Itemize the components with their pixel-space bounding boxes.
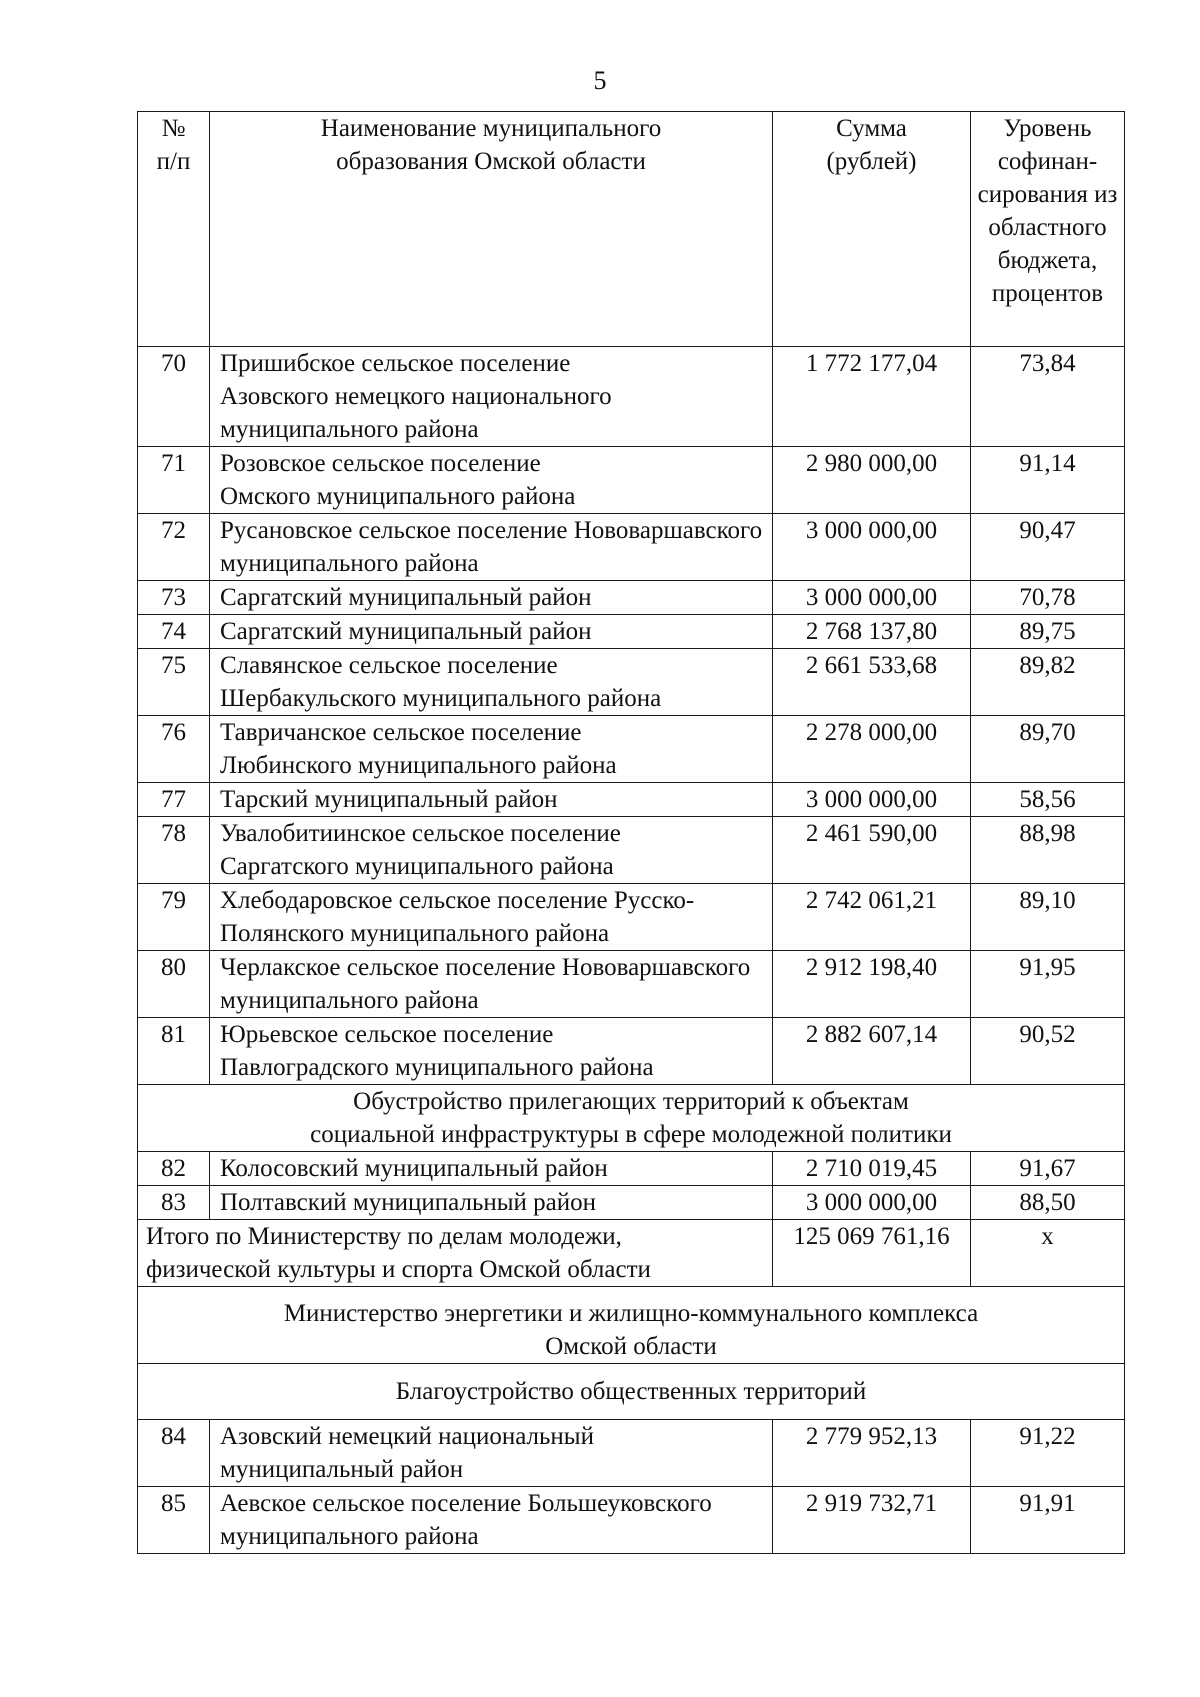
row-level: 89,82 <box>971 649 1125 716</box>
row-level: 89,10 <box>971 884 1125 951</box>
row-sum: 2 779 952,13 <box>773 1420 971 1487</box>
row-sum: 2 661 533,68 <box>773 649 971 716</box>
row-name: Увалобитиинское сельское поселение Саргатского муниципального района <box>210 817 773 884</box>
row-num: 83 <box>138 1186 210 1220</box>
row-num: 82 <box>138 1152 210 1186</box>
table-row <box>138 1152 1125 1186</box>
page-number: 5 <box>593 66 607 95</box>
row-sum: 3 000 000,00 <box>773 514 971 581</box>
row-name: Тавричанское сельское поселение Любинского муниципального района <box>210 716 773 783</box>
row-sum: 2 912 198,40 <box>773 951 971 1018</box>
header-sum: Сумма (рублей) <box>773 112 971 347</box>
table-header-row <box>138 112 1125 347</box>
table-row <box>138 514 1125 581</box>
row-num: 85 <box>138 1487 210 1554</box>
row-sum: 2 768 137,80 <box>773 615 971 649</box>
section-row <box>138 1085 1125 1152</box>
header-name: Наименование муниципального образования Омской области <box>210 112 773 347</box>
row-num: 76 <box>138 716 210 783</box>
row-sum: 3 000 000,00 <box>773 1186 971 1220</box>
row-name: Черлакское сельское поселение Нововаршавского муниципального района <box>210 951 773 1018</box>
table-row <box>138 447 1125 514</box>
row-name: Тарский муниципальный район <box>210 783 773 817</box>
row-num: 79 <box>138 884 210 951</box>
subsidy-table <box>137 111 1125 1554</box>
table-row <box>138 347 1125 447</box>
row-level: 90,47 <box>971 514 1125 581</box>
header-level: Уровень софинан-сирования из областного бюджета, процентов <box>971 112 1125 347</box>
row-level: 89,70 <box>971 716 1125 783</box>
table-row <box>138 817 1125 884</box>
table-row <box>138 951 1125 1018</box>
row-num: 77 <box>138 783 210 817</box>
row-name: Саргатский муниципальный район <box>210 615 773 649</box>
row-sum: 3 000 000,00 <box>773 783 971 817</box>
row-name: Юрьевское сельское поселение Павлоградского муниципального района <box>210 1018 773 1085</box>
row-sum: 2 461 590,00 <box>773 817 971 884</box>
total-level: х <box>971 1220 1125 1287</box>
table-row <box>138 649 1125 716</box>
row-sum: 2 742 061,21 <box>773 884 971 951</box>
row-num: 72 <box>138 514 210 581</box>
row-sum: 3 000 000,00 <box>773 581 971 615</box>
row-sum: 2 278 000,00 <box>773 716 971 783</box>
row-level: 91,67 <box>971 1152 1125 1186</box>
section-row <box>138 1364 1125 1420</box>
row-num: 80 <box>138 951 210 1018</box>
table-row <box>138 884 1125 951</box>
row-level: 91,95 <box>971 951 1125 1018</box>
row-level: 91,91 <box>971 1487 1125 1554</box>
table-row <box>138 1018 1125 1085</box>
row-name: Колосовский муниципальный район <box>210 1152 773 1186</box>
section-heading: Обустройство прилегающих территорий к объектам социальной инфраструктуры в сфере молодежной политики <box>138 1085 1125 1152</box>
table-row <box>138 1487 1125 1554</box>
row-level: 91,14 <box>971 447 1125 514</box>
row-sum: 2 710 019,45 <box>773 1152 971 1186</box>
row-level: 73,84 <box>971 347 1125 447</box>
row-num: 78 <box>138 817 210 884</box>
row-level: 88,50 <box>971 1186 1125 1220</box>
table-row <box>138 1420 1125 1487</box>
row-num: 73 <box>138 581 210 615</box>
header-num: № п/п <box>138 112 210 347</box>
row-num: 70 <box>138 347 210 447</box>
row-num: 75 <box>138 649 210 716</box>
table-row <box>138 716 1125 783</box>
row-name: Русановское сельское поселение Нововаршавского муниципального района <box>210 514 773 581</box>
section-row <box>138 1287 1125 1364</box>
row-name: Азовский немецкий национальный муниципальный район <box>210 1420 773 1487</box>
row-sum: 2 882 607,14 <box>773 1018 971 1085</box>
row-name: Саргатский муниципальный район <box>210 581 773 615</box>
total-sum: 125 069 761,16 <box>773 1220 971 1287</box>
row-name: Славянское сельское поселение Шербакульского муниципального района <box>210 649 773 716</box>
row-name: Пришибское сельское поселение Азовского немецкого национального муниципального района <box>210 347 773 447</box>
row-sum: 2 980 000,00 <box>773 447 971 514</box>
row-num: 71 <box>138 447 210 514</box>
section-heading: Благоустройство общественных территорий <box>138 1364 1125 1420</box>
table-row <box>138 783 1125 817</box>
total-label: Итого по Министерству по делам молодежи, физической культуры и спорта Омской области <box>138 1220 773 1287</box>
row-level: 58,56 <box>971 783 1125 817</box>
row-num: 84 <box>138 1420 210 1487</box>
row-num: 81 <box>138 1018 210 1085</box>
row-level: 89,75 <box>971 615 1125 649</box>
table-row <box>138 615 1125 649</box>
table-row <box>138 581 1125 615</box>
row-level: 88,98 <box>971 817 1125 884</box>
ministry-heading: Министерство энергетики и жилищно-коммунального комплекса Омской области <box>138 1287 1125 1364</box>
row-level: 70,78 <box>971 581 1125 615</box>
row-sum: 2 919 732,71 <box>773 1487 971 1554</box>
row-level: 91,22 <box>971 1420 1125 1487</box>
row-level: 90,52 <box>971 1018 1125 1085</box>
row-num: 74 <box>138 615 210 649</box>
row-name: Розовское сельское поселение Омского муниципального района <box>210 447 773 514</box>
table-row <box>138 1186 1125 1220</box>
row-sum: 1 772 177,04 <box>773 347 971 447</box>
total-row <box>138 1220 1125 1287</box>
row-name: Полтавский муниципальный район <box>210 1186 773 1220</box>
row-name: Хлебодаровское сельское поселение Русско-Полянского муниципального района <box>210 884 773 951</box>
row-name: Аевское сельское поселение Большеуковского муниципального района <box>210 1487 773 1554</box>
